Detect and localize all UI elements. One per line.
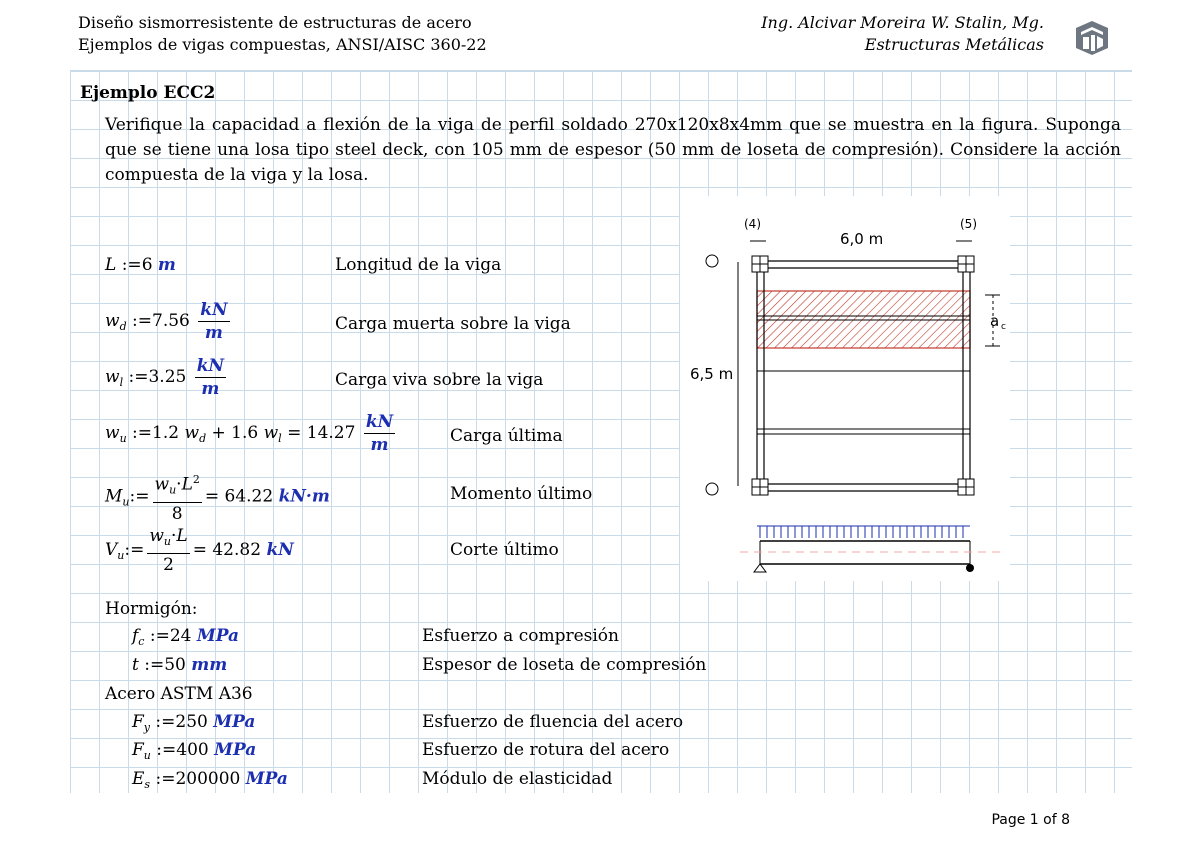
desc-es: Módulo de elasticidad: [422, 769, 613, 789]
document-subtitle: Ejemplos de vigas compuestas, ANSI/AISC 360-22: [78, 35, 487, 54]
desc-fy: Esfuerzo de fluencia del acero: [422, 712, 684, 732]
institution-logo-icon: [1072, 18, 1112, 58]
example-title: Ejemplo ECC2: [80, 83, 216, 103]
eq-ultimate-shear: $V_u:=$ $\frac{w_u\cdot L}{2}$ = 42.82 kN: [105, 526, 294, 575]
width-dimension-label: 6,5 m: [690, 365, 734, 383]
eq-dead-load: $w_d$ :=7.56 $\frac{kN}{m}$: [105, 300, 228, 343]
eq-ultimate-load: $w_u$ :=1.2 $w_d + 1.6$ $w_l = 14.27$ $\frac{kN}{m}$: [105, 412, 394, 455]
desc-ultimate-load: Carga última: [450, 426, 563, 446]
desc-ultimate-shear: Corte último: [450, 540, 559, 560]
author-name: Ing. Alcivar Moreira W. Stalin, Mg.: [761, 13, 1044, 32]
spacing-sub-label: c: [1001, 322, 1006, 332]
eq-es: $E_s$ :=200000 MPa: [132, 769, 288, 791]
desc-length: Longitud de la viga: [335, 255, 502, 275]
desc-fc: Esfuerzo a compresión: [422, 626, 619, 646]
spacing-label: a: [990, 312, 1000, 330]
desc-fu: Esfuerzo de rotura del acero: [422, 740, 670, 760]
subject-name: Estructuras Metálicas: [864, 35, 1044, 54]
header-left: [78, 12, 487, 56]
eq-ultimate-moment: $M_u:=$ $\frac{w_u\cdot L^2}{8}$ = 64.22 kN·m: [105, 469, 330, 525]
eq-fu: $F_u$ :=400 MPa: [132, 740, 257, 762]
steel-heading: Acero ASTM A36: [105, 684, 253, 704]
desc-thickness: Espesor de loseta de compresión: [422, 655, 707, 675]
span-dimension-label: 6,0 m: [840, 230, 884, 248]
eq-live-load: $w_l$ :=3.25 $\frac{kN}{m}$: [105, 356, 225, 399]
course-title: Diseño sismorresistente de estructuras de acero: [78, 13, 472, 32]
eq-fy: $F_y$ :=250 MPa: [132, 712, 256, 734]
grid-label-5: (5): [960, 217, 977, 231]
eq-thickness: t :=50 mm: [132, 655, 228, 675]
page-number: Page 1 of 8: [991, 812, 1070, 828]
problem-statement: Verifique la capacidad a flexión de la viga de perfil soldado 270x120x8x4mm que se muestra en la figura. Suponga que se tiene una losa tipo steel deck, con 105 mm de espesor (50 mm de loseta de compresión). Considere la acción compuesta de la viga y la losa.: [105, 115, 1121, 185]
desc-live-load: Carga viva sobre la viga: [335, 370, 544, 390]
header-right: [761, 12, 1044, 56]
eq-length: L :=6 m: [105, 255, 176, 275]
eq-fc: $f_c$ :=24 MPa: [132, 626, 240, 648]
desc-ultimate-moment: Momento último: [450, 484, 593, 504]
concrete-heading: Hormigón:: [105, 599, 198, 619]
floor-plan-figure: [680, 196, 1010, 581]
grid-label-4: (4): [744, 217, 761, 231]
desc-dead-load: Carga muerta sobre la viga: [335, 314, 571, 334]
worksheet-area: [70, 70, 1132, 793]
